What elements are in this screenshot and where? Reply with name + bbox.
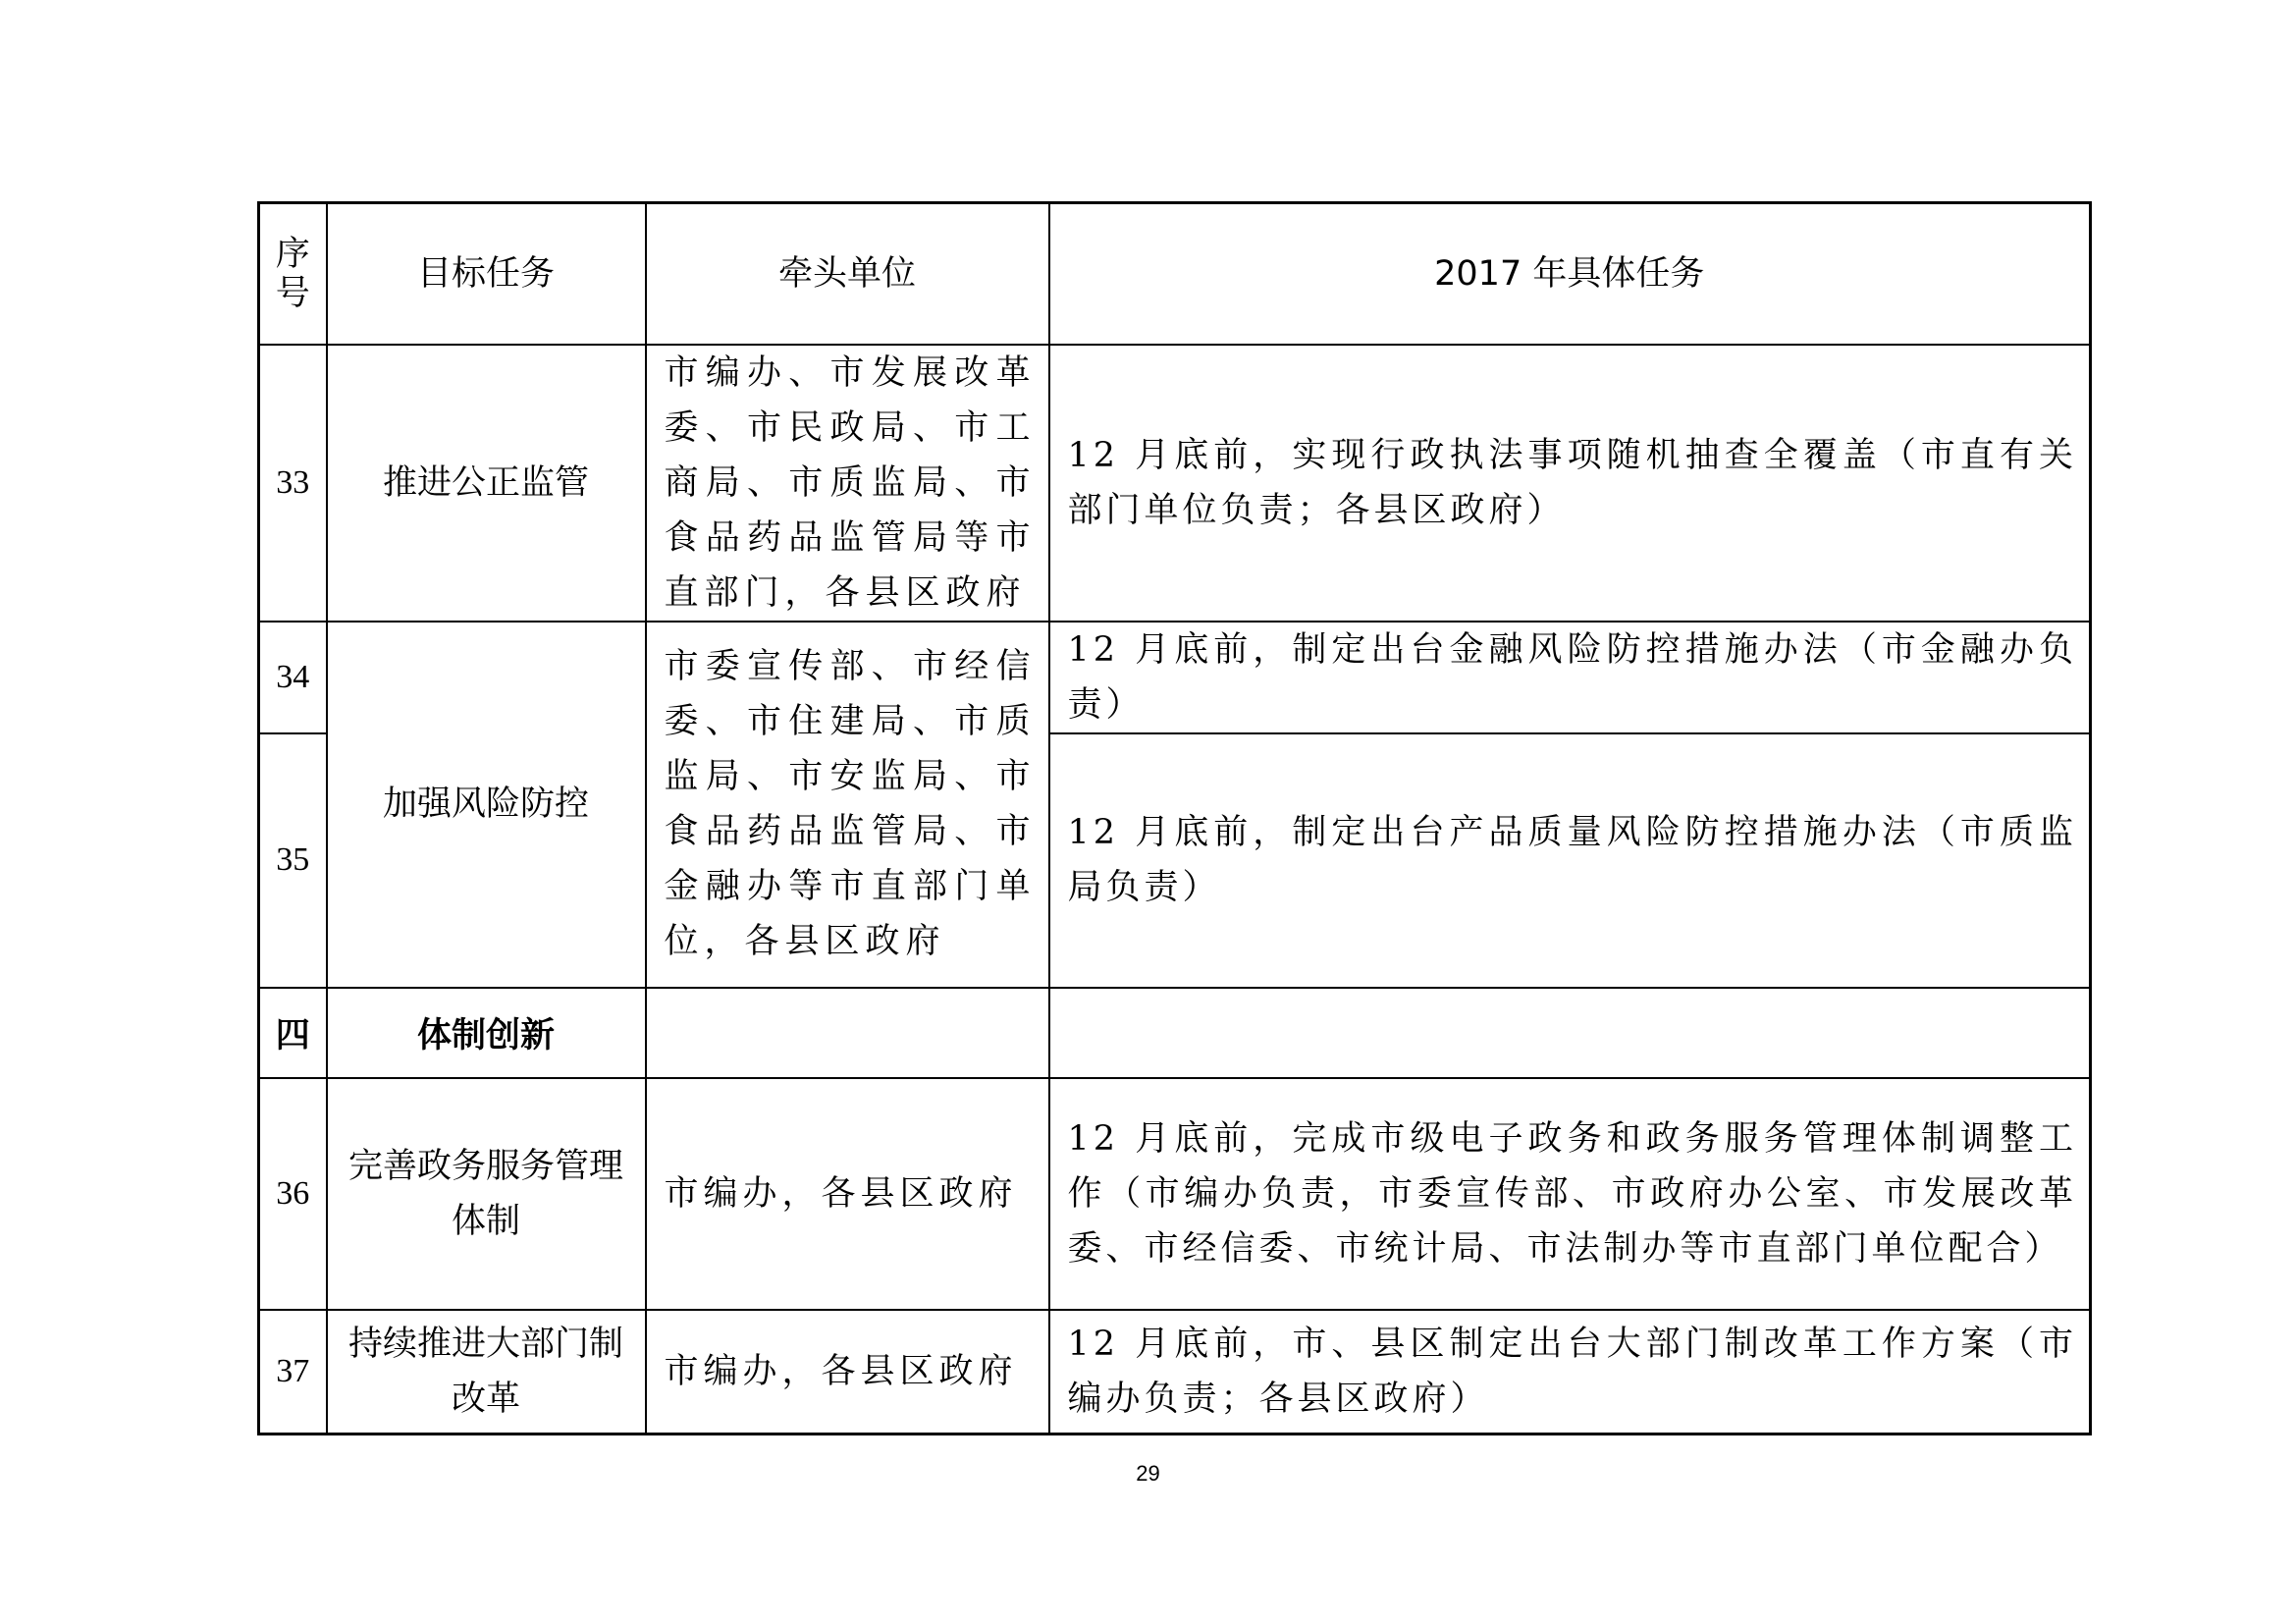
section-row — [259, 988, 2091, 1078]
header-seq: 序号 — [259, 203, 327, 345]
row-task: 完善政务服务管理体制 — [327, 1078, 646, 1310]
page-number: 29 — [1136, 1461, 1160, 1486]
row-seq: 37 — [259, 1310, 327, 1435]
header-task: 目标任务 — [327, 203, 646, 345]
row-spec: 12 月底前，制定出台产品质量风险防控措施办法（市质监局负责） — [1049, 733, 2091, 988]
row-lead-unit: 市编办，各县区政府 — [646, 1310, 1049, 1435]
empty-cell — [646, 988, 1049, 1078]
section-number: 四 — [259, 988, 327, 1078]
task-table — [257, 201, 2092, 1435]
section-title: 体制创新 — [327, 988, 646, 1078]
row-spec: 12 月底前，制定出台金融风险防控措施办法（市金融办负责） — [1049, 622, 2091, 733]
row-seq: 33 — [259, 345, 327, 622]
table-row — [259, 345, 2091, 622]
table-row — [259, 1078, 2091, 1310]
row-spec: 12 月底前，实现行政执法事项随机抽查全覆盖（市直有关部门单位负责；各县区政府） — [1049, 345, 2091, 622]
table-row — [259, 622, 2091, 733]
header-lead: 牵头单位 — [646, 203, 1049, 345]
row-seq: 35 — [259, 733, 327, 988]
row-spec: 12 月底前，市、县区制定出台大部门制改革工作方案（市编办负责；各县区政府） — [1049, 1310, 2091, 1435]
row-spec: 12 月底前，完成市级电子政务和政务服务管理体制调整工作（市编办负责，市委宣传部、市政府办公室、市发展改革委、市经信委、市统计局、市法制办等市直部门单位配合） — [1049, 1078, 2091, 1310]
row-seq: 34 — [259, 622, 327, 733]
empty-cell — [1049, 988, 2091, 1078]
row-task: 加强风险防控 — [327, 622, 646, 988]
row-seq: 36 — [259, 1078, 327, 1310]
row-lead-unit: 市编办，各县区政府 — [646, 1078, 1049, 1310]
row-task: 推进公正监管 — [327, 345, 646, 622]
table-header-row — [259, 203, 2091, 345]
row-lead-unit: 市委宣传部、市经信委、市住建局、市质监局、市安监局、市食品药品监管局、市金融办等市直部门单位，各县区政府 — [646, 622, 1049, 988]
table-row — [259, 1310, 2091, 1435]
header-spec: 2017 年具体任务 — [1049, 203, 2091, 345]
row-lead-unit: 市编办、市发展改革委、市民政局、市工商局、市质监局、市食品药品监管局等市直部门，各县区政府 — [646, 345, 1049, 622]
row-task: 持续推进大部门制改革 — [327, 1310, 646, 1435]
